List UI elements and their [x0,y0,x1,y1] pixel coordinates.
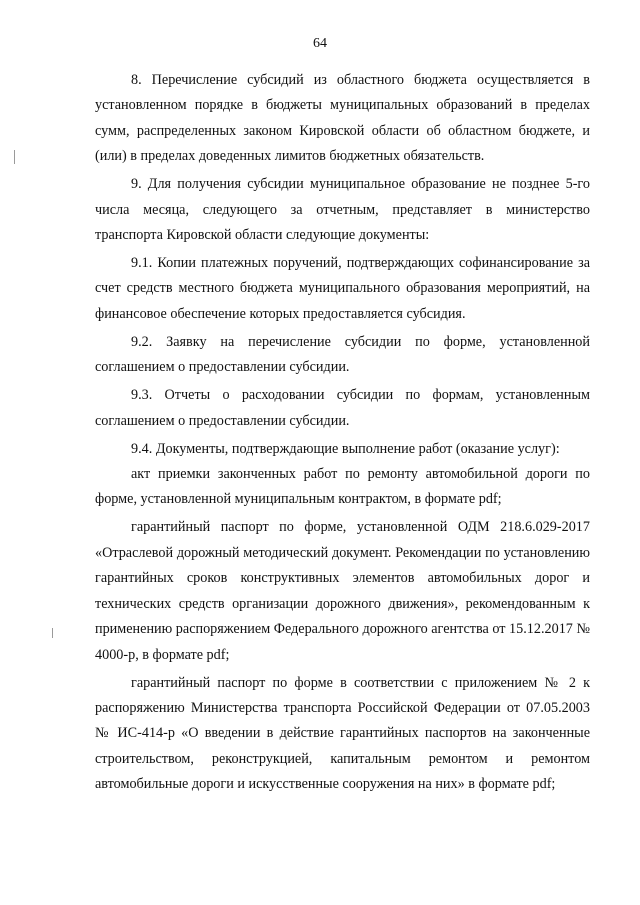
paragraph-8: 8. Перечисление субсидий из областного бюджета осуществляется в установленном порядке в бюджеты муниципальных образований в пределах сумм, распределенных законом Кировской области об областном бюджете, и (или) в пределах доведенных лимитов бюджетных обязательств. [95,72,590,165]
paragraph-9: 9. Для получения субсидии муниципальное образование не позднее 5-го числа месяца, следующего за отчетным, представляет в министерство транспорта Кировской области следующие документы: [95,176,590,244]
scan-margin-mark [52,628,53,638]
document-body [95,68,590,800]
paragraph-guarantee-mintrans: гарантийный паспорт по форме в соответствии с приложением № 2 к распоряжению Министерства транспорта Российской Федерации от 07.05.2003 № ИС-414-р «О введении в действие гарантийных паспортов на законченные строительством, реконструкцией, капитальным ремонтом и ремонтом автомобильные дороги и искусственные сооружения на них» в формате pdf; [95,674,590,793]
scan-margin-mark [14,150,15,164]
paragraph-9-1: 9.1. Копии платежных поручений, подтверждающих софинансирование за счет средств местного бюджета муниципального образования мероприятий, на финансовое обеспечение которых предоставляется субсидия. [95,255,590,322]
page-number: 64 [313,36,327,51]
paragraph-9-4: 9.4. Документы, подтверждающие выполнение работ (оказание услуг): [131,440,560,457]
paragraph-9-2: 9.2. Заявку на перечисление субсидии по форме, установленной соглашением о предоставлении субсидии. [95,333,590,376]
paragraph-guarantee-odm: гарантийный паспорт по форме, установленной ОДМ 218.6.029-2017 «Отраслевой дорожный методический документ. Рекомендации по установлению гарантийных сроков конструктивных элементов автомобильных дорог и технических средств организации дорожного движения», рекомендованным к применению распоряжением Федерального дорожного агентства от 15.12.2017 № 4000-р, в формате pdf; [95,519,590,663]
paragraph-9-3: 9.3. Отчеты о расходовании субсидии по формам, установленным соглашением о предоставлении субсидии. [95,387,590,429]
paragraph-act: акт приемки законченных работ по ремонту автомобильной дороги по форме, установленной муниципальным контрактом, в формате pdf; [95,466,590,508]
